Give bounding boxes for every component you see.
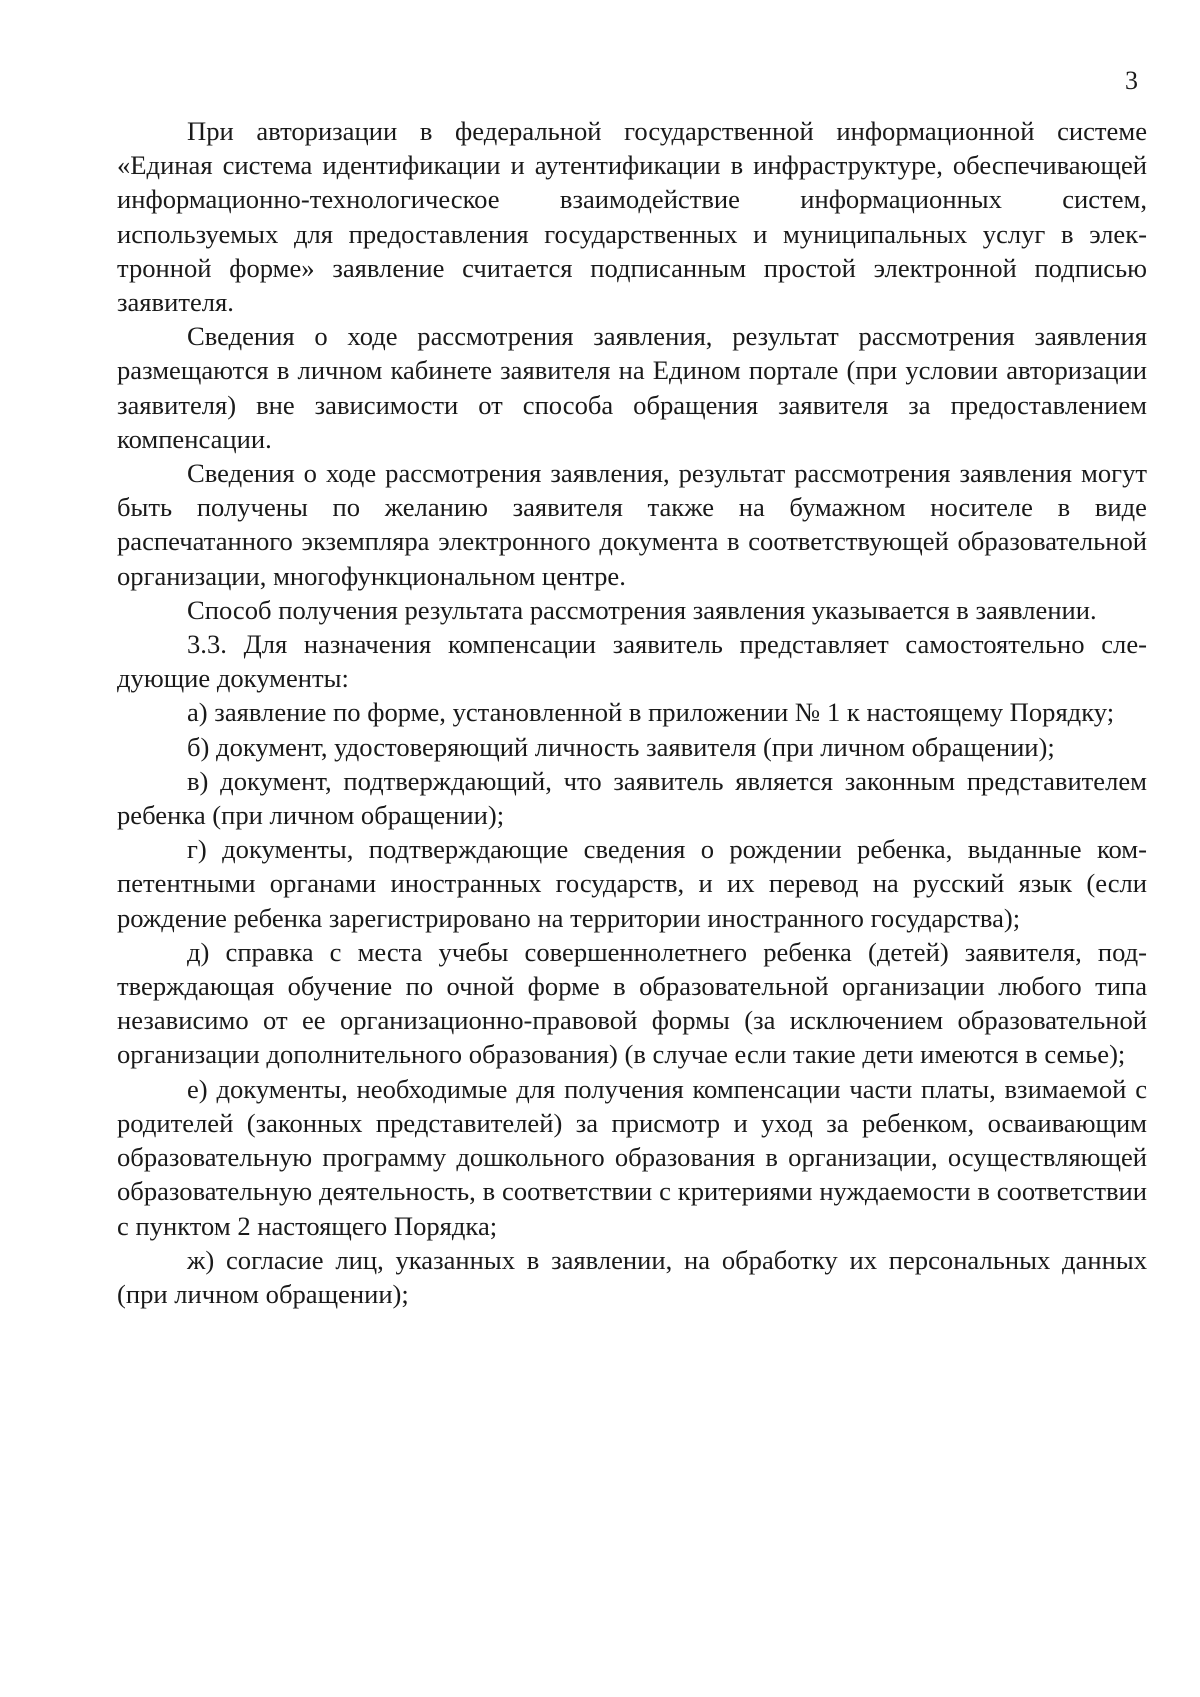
list-item-zh: ж) согласие лиц, указанных в заявлении, на обработку их персональных данных (при личном обращении); [117,1244,1147,1309]
page-number: 3 [1125,66,1138,95]
document-body [117,114,1147,1311]
list-item-b: б) документ, удостоверяющий личность заявителя (при личном обращении); [187,731,1055,762]
paragraph-status-on-portal: Сведения о ходе рассмотрения заявления, результат рассмотрения заявления размещаются в личном кабинете заявителя на Едином портале (при условии авторизации заявителя) вне зависимости от способа обращения заявителя за предоставлением компенсации. [117,321,1147,454]
paragraph-authorization-esia: При авторизации в федеральной государственной информационной системе «Единая система идентификации и аутентификации в инфраструктуре, обеспечивающей информационно-технологическое взаимодействие информационных систем, используемых для предоставления государственных и муниципальных услуг в электронной форме» заявление считается подписанным простой электронной подписью заявителя. [117,116,1147,318]
list-item-e: е) документы, необходимые для получения компенсации части платы, взимаемой с родителей (законных представителей) за присмотр и уход за ребенком, осваивающим образовательную программу дошкольного образования в организации, осуществляющей образовательную деятельность, в соответствии с критериями нуждаемости в соответствии с пунктом 2 настоящего Порядка; [117,1073,1147,1241]
list-item-v: в) документ, подтверждающий, что заявитель является законным представителем ребенка (при личном обращении); [117,765,1147,831]
paragraph-result-method: Способ получения результата рассмотрения заявления указывается в заявлении. [187,594,1097,625]
paragraph-status-on-paper: Сведения о ходе рассмотрения заявления, результат рассмотрения заявления могут быть получены по желанию заявителя также на бумажном носителе в виде распечатанного экземпляра электронного документа в соответствующей образовательной организации, многофункциональном центре. [117,458,1147,591]
paragraph-section-3-3: 3.3. Для назначения компенсации заявитель представляет самостоятельно следующие документы: [117,629,1147,694]
list-item-a: а) заявление по форме, установленной в приложении № 1 к настоящему Порядку; [187,697,1115,728]
list-item-d: д) справка с места учебы совершеннолетнего ребенка (детей) заявителя, подтверждающая обучение по очной форме в образовательной организации любого типа независимо от ее организационно-правовой формы (за исключением образовательной организации дополнительного образования) (в случае если такие дети имеются в семье); [117,936,1147,1070]
list-item-g: г) документы, подтверждающие сведения о рождении ребенка, выданные компетентными органами иностранных государств, и их перевод на русский язык (если рождение ребенка зарегистрировано на территории иностранного государства); [117,834,1147,933]
